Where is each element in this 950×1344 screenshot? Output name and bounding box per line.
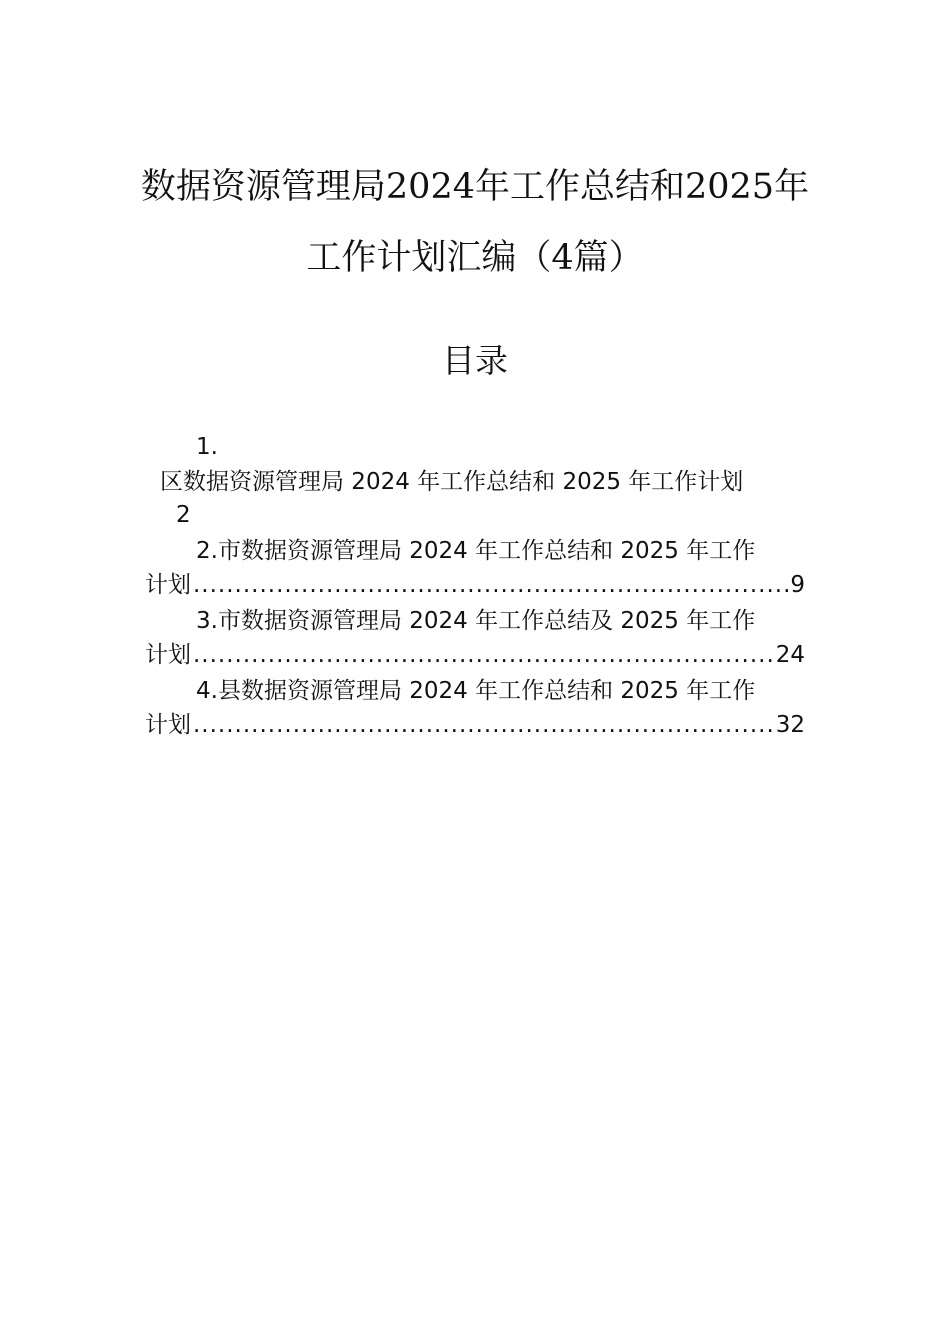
- title-segment: 年: [774, 167, 810, 207]
- toc-entry-3-title[interactable]: 3.市数据资源管理局 2024 年工作总结及 2025 年工作: [196, 608, 756, 634]
- toc-entry-2-title-cont: 计划: [145, 572, 191, 598]
- toc-entry-4-title-cont: 计划: [145, 712, 191, 738]
- dot-leader: [193, 710, 774, 740]
- toc-entry-3-page: 24: [775, 642, 805, 668]
- document-title-line-1: [0, 165, 950, 209]
- title-segment: 篇）: [573, 238, 644, 278]
- dot-leader: [193, 640, 774, 670]
- title-year: 2025: [685, 167, 775, 207]
- toc-entry-4-row[interactable]: [145, 710, 805, 740]
- toc-entry-3-title-cont: 计划: [145, 642, 191, 668]
- title-segment: 工作计划汇编（: [306, 238, 552, 278]
- title-count: 4: [551, 238, 574, 278]
- title-segment: 年工作总结和: [474, 167, 685, 207]
- toc-heading: 目录: [442, 341, 508, 380]
- toc-entry-2-title[interactable]: 2.市数据资源管理局 2024 年工作总结和 2025 年工作: [196, 538, 756, 564]
- toc-entry-3-row[interactable]: [145, 640, 805, 670]
- toc-entry-1-title[interactable]: 区数据资源管理局 2024 年工作总结和 2025 年工作计划: [160, 469, 744, 495]
- toc-entry-1-page[interactable]: 2: [176, 502, 191, 528]
- toc-entry-1-number[interactable]: 1.: [196, 434, 218, 460]
- toc-entry-4-page: 32: [775, 712, 805, 738]
- toc-entry-4-title[interactable]: 4.县数据资源管理局 2024 年工作总结和 2025 年工作: [196, 678, 756, 704]
- toc-entry-2-row[interactable]: [145, 570, 805, 600]
- dot-leader: [193, 570, 788, 600]
- document-title-line-2: [0, 236, 950, 280]
- title-segment: 数据资源管理局: [140, 167, 386, 207]
- toc-entry-2-page: 9: [790, 572, 805, 598]
- title-year: 2024: [385, 167, 475, 207]
